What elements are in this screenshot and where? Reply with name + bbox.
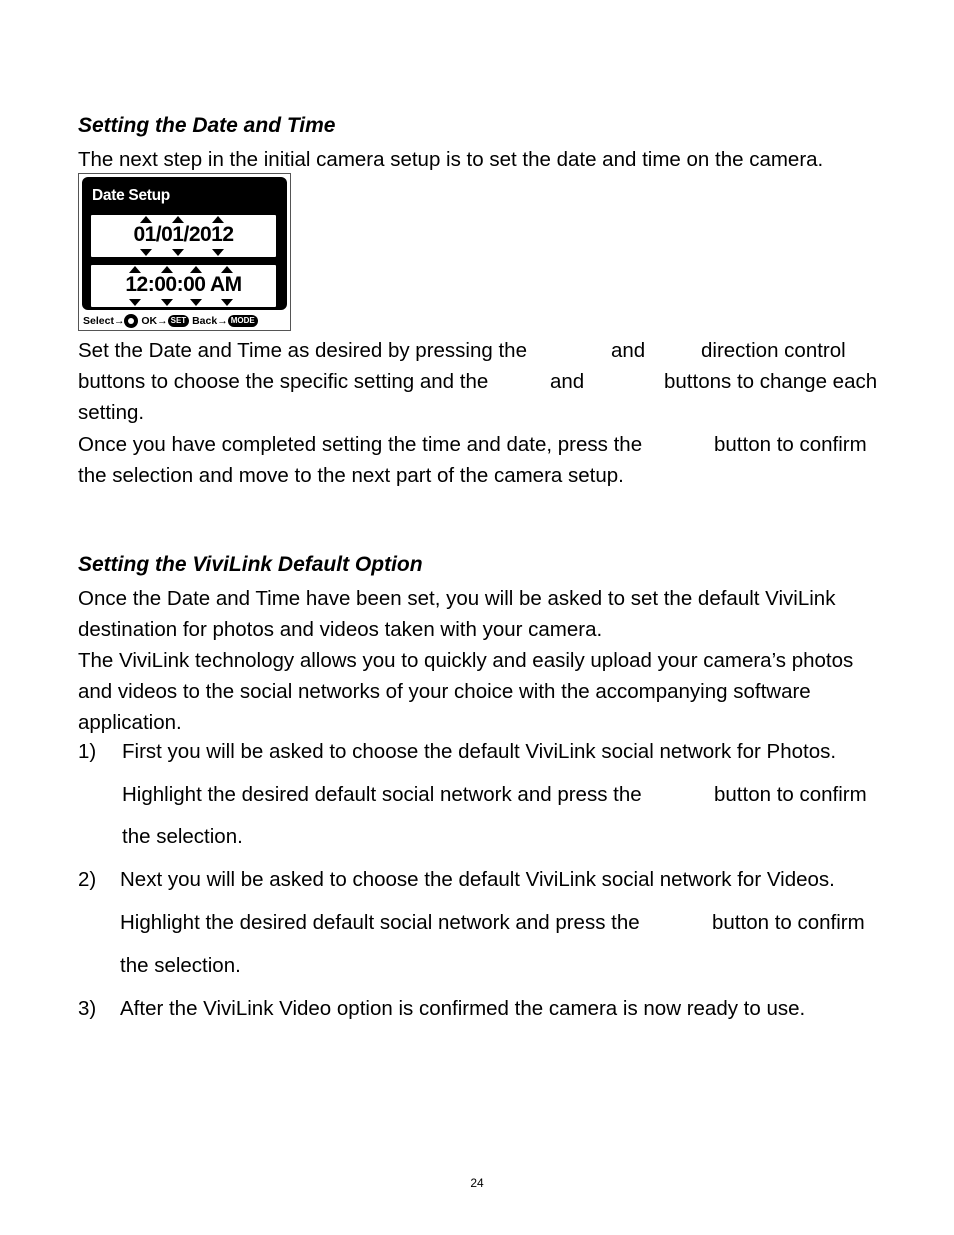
set-button-icon: SET	[168, 315, 190, 327]
arrow-up-icon	[221, 266, 233, 273]
step1-line2-b: button to confirm	[714, 783, 867, 806]
para1-line1-a: Set the Date and Time as desired by pressing the	[78, 339, 527, 362]
arrow-up-icon	[129, 266, 141, 273]
arrow-up-icon	[161, 266, 173, 273]
para1-line1-c: direction control	[701, 339, 846, 362]
para2-line2: the selection and move to the next part of the camera setup.	[78, 464, 624, 487]
arrow-down-icon	[190, 299, 202, 306]
arrow-down-icon	[161, 299, 173, 306]
time-field	[89, 263, 278, 309]
step2-line2-a: Highlight the desired default social network and press the	[120, 911, 640, 934]
step-number: 1)	[78, 740, 97, 763]
para2-line1-b: button to confirm	[714, 433, 867, 456]
section-heading-vivilink: Setting the ViviLink Default Option	[78, 553, 423, 576]
step2-line2-b: button to confirm	[712, 911, 865, 934]
time-value: 12:00:00 AM	[125, 273, 242, 296]
footer-back-label: Back	[192, 314, 218, 327]
s2-p2-line3: application.	[78, 711, 182, 734]
arrow-up-icon	[140, 216, 152, 223]
date-field	[89, 213, 278, 259]
screen-panel	[82, 177, 287, 310]
step1-line3: the selection.	[122, 825, 243, 848]
para2-line1-a: Once you have completed setting the time and date, press the	[78, 433, 643, 456]
para1-line1-b: and	[611, 339, 646, 362]
step1-line2-a: Highlight the desired default social network and press the	[122, 783, 642, 806]
intro-text: The next step in the initial camera setup is to set the date and time on the camera.	[78, 148, 824, 171]
s2-p2-line2: and videos to the social networks of your choice with the accompanying software	[78, 680, 811, 703]
date-value: 01/01/2012	[133, 223, 234, 246]
para1-line2-a: buttons to choose the specific setting and the	[78, 370, 489, 393]
s2-p1-line1: Once the Date and Time have been set, you will be asked to set the default ViviLink	[78, 587, 836, 610]
arrow-up-icon	[172, 216, 184, 223]
step-number: 3)	[78, 997, 97, 1020]
step1-line1: First you will be asked to choose the default ViviLink social network for Photos.	[122, 740, 837, 763]
arrow-up-icon	[190, 266, 202, 273]
date-setup-screen	[78, 173, 291, 331]
s2-p2-line1: The ViviLink technology allows you to quickly and easily upload your camera’s photos	[78, 649, 854, 672]
page-number: 24	[470, 1176, 484, 1190]
footer-select-label: Select	[83, 314, 114, 327]
step2-line3: the selection.	[120, 954, 241, 977]
arrow-down-icon	[129, 299, 141, 306]
step2-line1: Next you will be asked to choose the default ViviLink social network for Videos.	[120, 868, 835, 891]
arrow-down-icon	[212, 249, 224, 256]
section-heading-date-time: Setting the Date and Time	[78, 114, 336, 137]
screen-footer: Select→ OK→ SET Back→ MODE	[83, 314, 258, 328]
para1-line3: setting.	[78, 401, 145, 424]
arrow-down-icon	[140, 249, 152, 256]
step-number: 2)	[78, 868, 97, 891]
footer-ok-label: OK	[141, 314, 158, 327]
dpad-icon	[124, 314, 138, 328]
arrow-down-icon	[172, 249, 184, 256]
para1-line2-c: buttons to change each	[664, 370, 878, 393]
mode-button-icon: MODE	[228, 315, 258, 327]
arrow-down-icon	[221, 299, 233, 306]
screen-title: Date Setup	[92, 187, 170, 204]
arrow-up-icon	[212, 216, 224, 223]
para1-line2-b: and	[550, 370, 585, 393]
s2-p1-line2: destination for photos and videos taken with your camera.	[78, 618, 603, 641]
step3-line1: After the ViviLink Video option is confirmed the camera is now ready to use.	[120, 997, 806, 1020]
